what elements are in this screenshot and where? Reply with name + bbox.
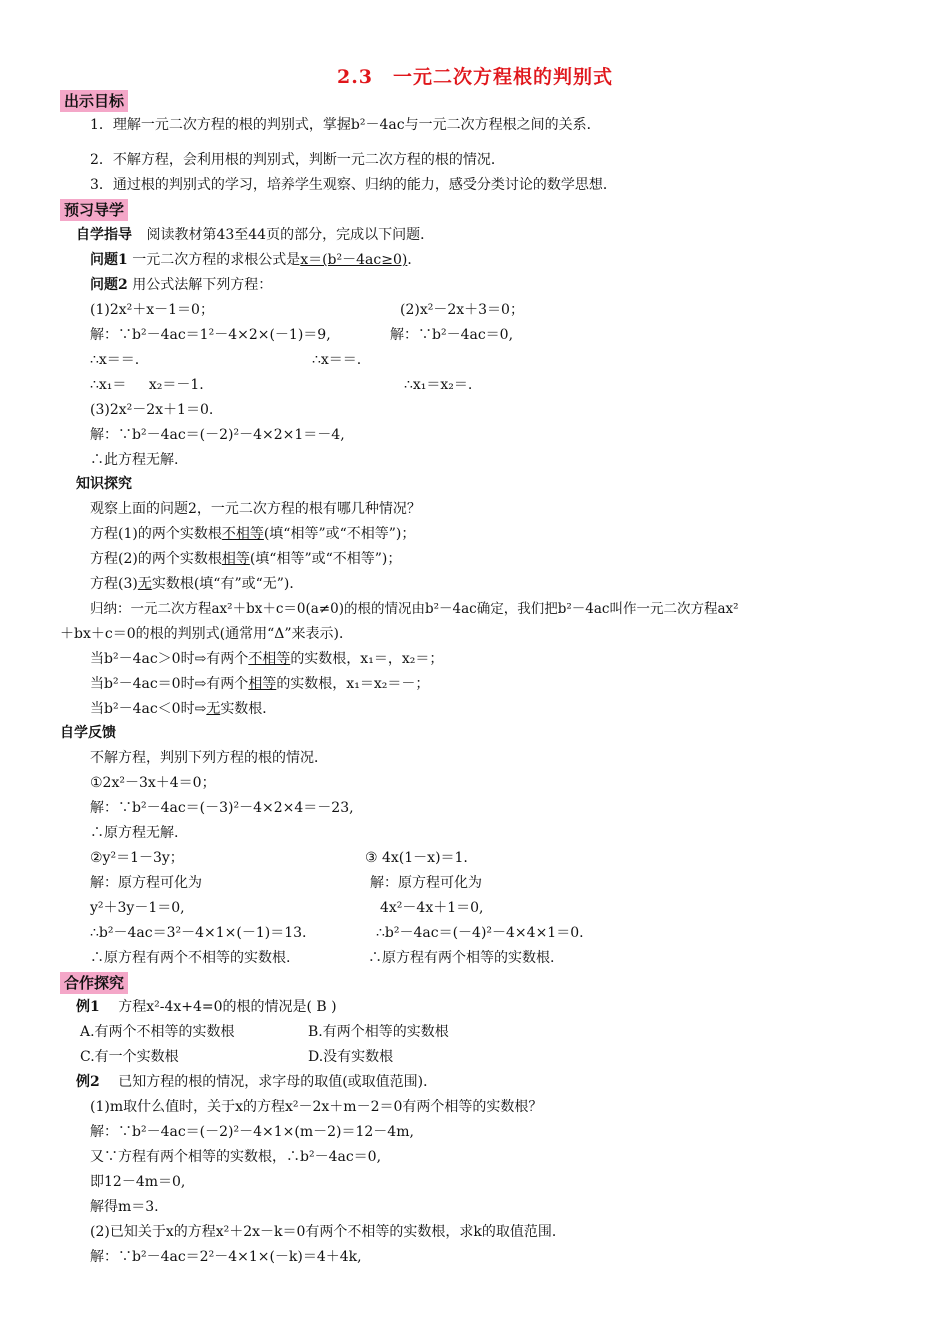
feedback-solution-2-step-4: ∴原方程有两个不相等的实数根. bbox=[90, 950, 291, 966]
explore-case-2-hint: (填“相等”或“不相等”)； bbox=[249, 551, 402, 567]
solution-1-step-2: ∴x＝＝. bbox=[90, 352, 140, 368]
condition-positive-roots: 的实数根，x₁＝，x₂＝； bbox=[290, 651, 444, 667]
solution-1-root-1: ∴x₁＝ bbox=[90, 377, 127, 393]
solution-3-step-1: 解：∵b²－4ac＝(－2)²－4×2×1＝－4, bbox=[90, 427, 345, 443]
example-1-text: 方程x²-4x+4=0的根的情况是( B ) bbox=[118, 999, 337, 1015]
explore-case-3-text: 方程(3) bbox=[90, 576, 138, 592]
condition-positive bbox=[90, 649, 443, 669]
feedback-equation-2: ②y²＝1－3y； bbox=[90, 850, 184, 866]
example-2 bbox=[76, 1072, 437, 1092]
explore-case-3-answer: 无 bbox=[137, 576, 152, 592]
condition-positive-text: 当b²－4ac＞0时⇨有两个 bbox=[90, 651, 249, 667]
option-a: A.有两个不相等的实数根 bbox=[80, 1024, 235, 1040]
solution-1-step-1: 解：∵b²－4ac＝1²－4×2×(－1)＝9, bbox=[90, 327, 331, 343]
example-2-part-2-step-1: 解：∵b²－4ac＝2²－4×1×(－k)＝4＋4k, bbox=[90, 1249, 362, 1265]
goal-1: 1．理解一元二次方程的根的判别式，掌握b²－4ac与一元二次方程根之间的关系． bbox=[90, 117, 601, 133]
feedback-solution-3-step-4: ∴原方程有两个相等的实数根. bbox=[368, 950, 555, 966]
question-2-text: 用公式法解下列方程： bbox=[132, 277, 273, 293]
condition-positive-answer: 不相等 bbox=[248, 651, 291, 667]
condition-zero bbox=[90, 674, 429, 694]
explore-case-2 bbox=[90, 549, 401, 569]
feedback-solution-2-step-2: y²＋3y－1＝0, bbox=[90, 900, 185, 916]
explore-label: 知识探究 bbox=[76, 476, 132, 492]
question-1 bbox=[90, 250, 421, 270]
solution-2-step-1: 解：∵b²－4ac＝0, bbox=[390, 327, 514, 343]
example-2-part-1-step-1: 解：∵b²－4ac＝(－2)²－4×1×(m－2)＝12－4m, bbox=[90, 1124, 414, 1140]
example-1 bbox=[76, 997, 337, 1017]
example-2-part-1-step-4: 解得m＝3. bbox=[90, 1199, 159, 1215]
quadratic-formula: x＝(b²－4ac≥0) bbox=[300, 252, 408, 268]
explore-case-1-hint: (填“相等”或“不相等”)； bbox=[263, 526, 416, 542]
explore-case-3 bbox=[90, 574, 303, 594]
example-2-part-1-step-3: 即12－4m＝0, bbox=[90, 1174, 186, 1190]
condition-zero-text: 当b²－4ac＝0时⇨有两个 bbox=[90, 676, 249, 692]
solution-1-step-3 bbox=[90, 375, 204, 395]
question-2 bbox=[90, 275, 272, 295]
option-c: C.有一个实数根 bbox=[80, 1049, 179, 1065]
option-d: D.没有实数根 bbox=[308, 1049, 394, 1065]
self-study-line bbox=[76, 225, 434, 245]
question-1-label: 问题1 bbox=[90, 252, 128, 268]
feedback-intro: 不解方程，判别下列方程的根的情况． bbox=[90, 750, 328, 766]
section-badge-preview: 预习导学 bbox=[60, 199, 128, 221]
question-2-label: 问题2 bbox=[90, 277, 128, 293]
condition-negative-end: 实数根． bbox=[220, 701, 277, 717]
feedback-equation-3: ③ 4x(1－x)＝1. bbox=[365, 850, 468, 866]
section-badge-goals: 出示目标 bbox=[60, 90, 128, 112]
goal-2: 2．不解方程，会利用根的判别式，判断一元二次方程的根的情况． bbox=[90, 152, 505, 168]
equation-2: (2)x²－2x＋3＝0； bbox=[400, 302, 524, 318]
example-2-part-2: (2)已知关于x的方程x²＋2x－k＝0有两个不相等的实数根，求k的取值范围． bbox=[90, 1224, 566, 1240]
example-2-part-1-step-2: 又∵方程有两个相等的实数根，∴b²－4ac＝0, bbox=[90, 1149, 382, 1165]
example-2-text: 已知方程的根的情况，求字母的取值(或取值范围)． bbox=[118, 1074, 438, 1090]
equation-3: (3)2x²－2x＋1＝0. bbox=[90, 402, 214, 418]
explore-case-1-text: 方程(1)的两个实数根 bbox=[90, 526, 222, 542]
explore-case-2-answer: 相等 bbox=[221, 551, 250, 567]
solution-3-step-2: ∴此方程无解. bbox=[90, 452, 179, 468]
feedback-equation-1: ①2x²－3x＋4＝0； bbox=[90, 775, 216, 791]
explore-case-2-text: 方程(2)的两个实数根 bbox=[90, 551, 222, 567]
question-1-end: ． bbox=[407, 252, 422, 268]
example-2-part-1: (1)m取什么值时，关于x的方程x²－2x＋m－2＝0有两个相等的实数根？ bbox=[90, 1099, 543, 1115]
equation-1: (1)2x²＋x－1＝0； bbox=[90, 302, 214, 318]
feedback-solution-1-step-2: ∴原方程无解. bbox=[90, 825, 179, 841]
example-1-label: 例1 bbox=[76, 999, 100, 1015]
goal-3: 3．通过根的判别式的学习，培养学生观察、归纳的能力，感受分类讨论的数学思想． bbox=[90, 177, 617, 193]
feedback-solution-2-step-1: 解：原方程可化为 bbox=[90, 875, 202, 891]
feedback-solution-2-step-3: ∴b²－4ac＝3²－4×1×(－1)＝13. bbox=[90, 925, 307, 941]
feedback-label: 自学反馈 bbox=[60, 725, 116, 741]
feedback-solution-3-step-2: 4x²－4x＋1＝0, bbox=[380, 900, 484, 916]
condition-negative-text: 当b²－4ac＜0时⇨ bbox=[90, 701, 207, 717]
explore-case-1 bbox=[90, 524, 415, 544]
condition-zero-roots: 的实数根，x₁＝x₂＝－； bbox=[276, 676, 430, 692]
solution-2-step-3: ∴x₁＝x₂＝. bbox=[404, 377, 473, 393]
explore-case-3-hint: 实数根(填“有”或“无”)． bbox=[151, 576, 304, 592]
feedback-solution-3-step-3: ∴b²－4ac＝(－4)²－4×4×1＝0. bbox=[376, 925, 584, 941]
summary-line-1: 归纳：一元二次方程ax²＋bx＋c＝0(a≠0)的根的情况由b²－4ac确定，我们把b²－4ac叫作一元二次方程ax² bbox=[90, 601, 739, 617]
condition-negative-answer: 无 bbox=[206, 701, 221, 717]
example-2-label: 例2 bbox=[76, 1074, 100, 1090]
page-title: 2.3 一元二次方程根的判别式 bbox=[336, 66, 614, 88]
option-b: B.有两个相等的实数根 bbox=[308, 1024, 449, 1040]
section-badge-coop: 合作探究 bbox=[60, 972, 128, 994]
feedback-solution-1-step-1: 解：∵b²－4ac＝(－3)²－4×2×4＝－23, bbox=[90, 800, 354, 816]
self-study-label: 自学指导 bbox=[76, 227, 132, 243]
feedback-solution-3-step-1: 解：原方程可化为 bbox=[370, 875, 482, 891]
condition-negative bbox=[90, 699, 276, 719]
condition-zero-answer: 相等 bbox=[248, 676, 277, 692]
question-1-text: 一元二次方程的求根公式是 bbox=[132, 252, 301, 268]
explore-case-1-answer: 不相等 bbox=[221, 526, 264, 542]
self-study-text: 阅读教材第43至44页的部分，完成以下问题． bbox=[146, 227, 435, 243]
solution-1-root-2: x₂＝－1. bbox=[148, 377, 204, 393]
summary-line-2: ＋bx＋c＝0的根的判别式(通常用“Δ”来表示)． bbox=[60, 626, 353, 642]
explore-question: 观察上面的问题2，一元二次方程的根有哪几种情况？ bbox=[90, 501, 421, 517]
solution-2-step-2: ∴x＝＝. bbox=[312, 352, 362, 368]
